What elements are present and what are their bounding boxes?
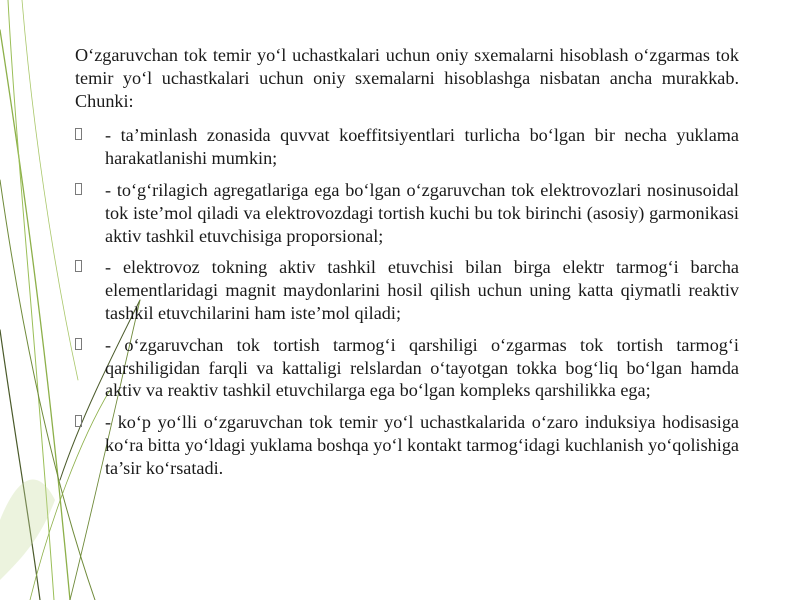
square-bullet-icon — [75, 128, 82, 140]
leaf-shape — [0, 480, 55, 580]
bullet-text: - to‘g‘rilagich agregatlariga ega bo‘lgan o‘zgaruvchan tok elektrovozlari nosinusoidal tok iste’mol qiladi va elektrovozdagi tortish kuchi bu tok birinchi (asosiy) garmonikasi aktiv tashkil etuvchisiga proporsional; — [105, 179, 739, 246]
list-item — [75, 124, 739, 170]
square-bullet-icon — [75, 338, 82, 350]
list-item — [75, 256, 739, 324]
stem-line — [22, 0, 78, 380]
slide-content — [75, 44, 739, 489]
list-item — [75, 179, 739, 247]
square-bullet-icon — [75, 415, 82, 427]
bullet-text: - ko‘p yo‘lli o‘zgaruvchan tok temir yo‘l uchastkalarida o‘zaro induksiya hodisasiga ko‘ra bitta yo‘ldagi yuklama boshqa yo‘l kontakt tarmog‘idagi kuchlanish yo‘qolishiga ta’sir ko‘rsatadi. — [105, 412, 739, 478]
stem-line — [8, 0, 54, 600]
bullet-text: - o‘zgaruvchan tok tortish tarmog‘i qarshiligi o‘zgarmas tok tortish tarmog‘i qarshiligidan farqli va kattaligi relslardan o‘tayotgan tokka bog‘liq bo‘lgan hamda aktiv va reaktiv tashkil etuvchilarga ega bo‘lgan kompleks qarshilikka ega; — [105, 334, 739, 401]
bullet-text: - elektrovoz tokning aktiv tashkil etuvchisi bilan birga elektr tarmog‘i barcha elementlaridagi magnit maydonlarini hosil qilish uchun uning katta qiymatli reaktiv tashkil etuvchilarini ham iste’mol qiladi; — [105, 257, 739, 323]
stem-line — [0, 30, 70, 600]
square-bullet-icon — [75, 260, 82, 272]
stem-line — [0, 330, 40, 600]
bullet-text: - ta’minlash zonasida quvvat koeffitsiyentlari turlicha bo‘lgan bir necha yuklama harakatlanishi mumkin; — [105, 125, 739, 169]
square-bullet-icon — [75, 183, 82, 195]
list-item — [75, 411, 739, 479]
bullet-list — [75, 124, 739, 479]
list-item — [75, 334, 739, 402]
intro-paragraph: O‘zgaruvchan tok temir yo‘l uchastkalari uchun oniy sxemalarni hisoblash o‘zgarmas tok temir yo‘l uchastkalari uchun oniy sxemalarni hisoblashga nisbatan ancha murakkab. Chunki: — [75, 45, 739, 111]
